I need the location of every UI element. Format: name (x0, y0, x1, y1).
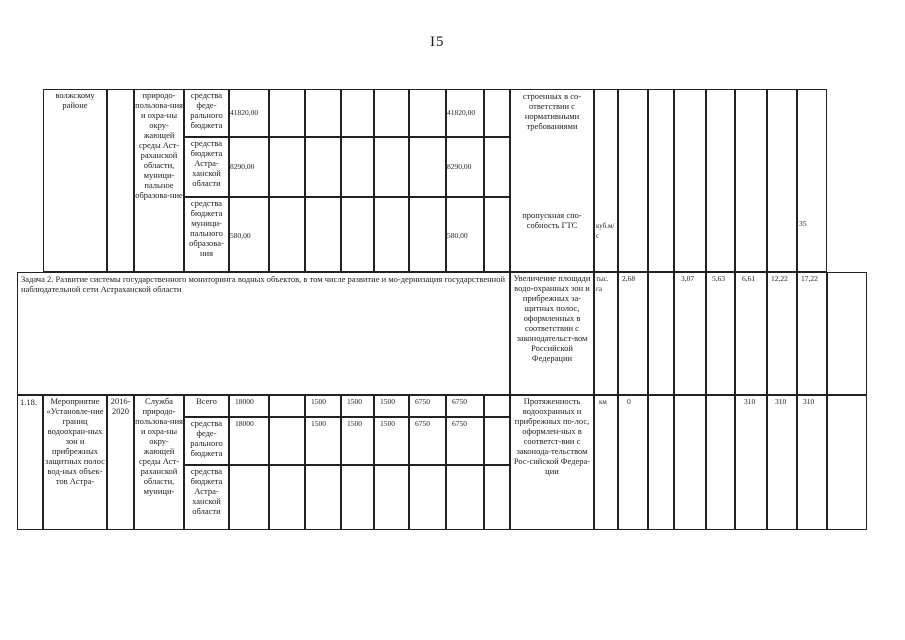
amount-value: 1500 (311, 397, 326, 406)
amount-cell (374, 417, 409, 465)
value: 310 (803, 397, 815, 406)
district-text: волжскому районе (55, 90, 95, 110)
amount-cell (229, 137, 269, 197)
empty-cell (446, 465, 484, 530)
empty-cell (269, 137, 305, 197)
total-value: 41820,00 (447, 108, 476, 117)
period-cell (107, 395, 134, 530)
empty-cell (374, 197, 409, 272)
funding-source-cell (184, 197, 229, 272)
unit-text: км (599, 398, 607, 406)
value-cell (797, 395, 827, 530)
empty-cell (484, 417, 510, 465)
empty-cell (735, 89, 767, 272)
empty-cell (305, 137, 341, 197)
value-cell (767, 395, 797, 530)
empty-cell (706, 89, 735, 272)
executor-text: природо-пользова-ния и охра-ны окру-жающей среды Аст-раханской области, муници-пальное образова-ние (135, 90, 183, 200)
unit-cell (594, 272, 618, 395)
item-number-cell (17, 395, 43, 530)
empty-cell (409, 197, 446, 272)
executor-cell (134, 395, 184, 530)
amount-cell (341, 417, 374, 465)
funding-source-text: Всего (196, 396, 217, 406)
value: 17,22 (801, 274, 818, 283)
funding-source-cell (184, 465, 229, 530)
unit-text: куб.м/с (596, 222, 615, 240)
total-cell (446, 197, 484, 272)
task-cell (17, 272, 510, 395)
value-cell (648, 395, 674, 530)
value: 5,63 (712, 274, 726, 283)
empty-cell (107, 89, 134, 272)
amount-value: 6750 (452, 419, 467, 428)
empty-cell (409, 465, 446, 530)
empty-cell (827, 272, 867, 395)
executor-text: Служба природо-пользова-ния и охра-ны окру-жающей среды Аст-раханской области, муници- (135, 396, 183, 496)
value-cell (767, 272, 797, 395)
value-cell (735, 272, 767, 395)
empty-cell (229, 465, 269, 530)
value: 12,22 (771, 274, 788, 283)
period-text: 2016-2020 (110, 396, 131, 416)
empty-cell (409, 89, 446, 137)
indicator-cell (510, 395, 594, 530)
empty-cell (341, 197, 374, 272)
value: 2,68 (622, 274, 636, 283)
amount-value: 18000 (235, 419, 254, 428)
amount-value: 1500 (347, 419, 362, 428)
amount-value: 1500 (380, 419, 395, 428)
value-cell (706, 272, 735, 395)
funding-source-text: средства феде-рального бюджета (190, 90, 223, 130)
amount-value: 6750 (415, 419, 430, 428)
amount-cell (229, 395, 269, 417)
empty-cell (305, 197, 341, 272)
amount-cell (446, 395, 484, 417)
unit-cell (594, 89, 618, 272)
empty-cell (409, 137, 446, 197)
amount-value: 1500 (311, 419, 326, 428)
value-cell (648, 272, 674, 395)
value-cell (706, 395, 735, 530)
empty-cell (374, 137, 409, 197)
empty-cell (305, 465, 341, 530)
funding-source-cell (184, 137, 229, 197)
empty-cell (341, 89, 374, 137)
value: 6,61 (742, 274, 756, 283)
amount-cell (229, 417, 269, 465)
indicator-text: строенных в со-ответствии с нормативными требованиями (522, 91, 582, 131)
unit-text: тыс. га (596, 275, 609, 293)
page-number: I5 (430, 34, 445, 50)
funding-source-cell (184, 395, 229, 417)
amount-value: 6750 (452, 397, 467, 406)
funding-source-cell (184, 417, 229, 465)
value-cell (674, 395, 706, 530)
value: 3,07 (681, 274, 695, 283)
total-value: 8290,00 (447, 162, 472, 171)
amount-cell (374, 395, 409, 417)
executor-cell (134, 89, 184, 272)
amount-cell (305, 395, 341, 417)
total-cell (446, 137, 484, 197)
amount-value: 6750 (415, 397, 430, 406)
funding-source-text: средства феде-рального бюджета (190, 418, 223, 458)
value: 310 (744, 397, 756, 406)
empty-cell (484, 197, 510, 272)
empty-cell (269, 197, 305, 272)
indicator-text: пропускная спо-собность ГТС (522, 210, 582, 230)
amount-cell (269, 417, 305, 465)
amount-value: 580,00 (230, 231, 251, 240)
indicator-text: Увеличение площади водо-охранных зон и прибрежных за-щитных полос, оформленных в соответствии с законодательст-вом Российской Федерации (513, 273, 591, 363)
amount-value: 1500 (380, 397, 395, 406)
measure-name-cell (43, 395, 107, 530)
indicator-text: Протяженность водоохранных и прибрежных по-лос, оформлен-ных в соответст-вии с законода-тельством Рос-сийской Федера-ции (513, 396, 591, 476)
amount-cell (305, 417, 341, 465)
funding-source-text: средства бюджета Астра-ханской области (190, 466, 223, 516)
indicator-cell (510, 89, 594, 272)
empty-cell (484, 137, 510, 197)
target-value-cell (797, 89, 827, 272)
item-number: 1.18. (20, 397, 37, 407)
measure-name: Мероприятие «Установле-ние границ водоохран-ных зон и прибрежных защитных полос вод-ных объек-тов Астра- (45, 396, 105, 486)
amount-cell (409, 417, 446, 465)
district-cell (43, 89, 107, 272)
amount-value: 1500 (347, 397, 362, 406)
task-text: Задача 2. Развитие системы государственного мониторинга водных объектов, в том числе развитие и мо-дернизация государственной наблюдательной сети Астраханской области (21, 274, 506, 294)
funding-source-cell (184, 89, 229, 137)
amount-cell (409, 395, 446, 417)
amount-cell (229, 197, 269, 272)
value-cell (735, 395, 767, 530)
amount-cell (229, 89, 269, 137)
value-cell (797, 272, 827, 395)
empty-cell (305, 89, 341, 137)
empty-cell (674, 89, 706, 272)
target-value: 35 (799, 219, 807, 228)
empty-cell (269, 89, 305, 137)
empty-cell (484, 465, 510, 530)
empty-cell (827, 395, 867, 530)
total-value: 580,00 (447, 231, 468, 240)
amount-cell (446, 417, 484, 465)
empty-cell (374, 465, 409, 530)
value-cell (674, 272, 706, 395)
total-cell (446, 89, 484, 137)
funding-source-text: средства бюджета муници-пального образова-ния (189, 198, 224, 258)
amount-value: 8290,00 (230, 162, 255, 171)
empty-cell (484, 89, 510, 137)
value: 310 (775, 397, 787, 406)
indicator-cell (510, 272, 594, 395)
value-cell (618, 272, 648, 395)
empty-cell (341, 465, 374, 530)
empty-cell (269, 465, 305, 530)
empty-cell (484, 395, 510, 417)
amount-value: 18000 (235, 397, 254, 406)
funding-source-text: средства бюджета Астра-ханской области (190, 138, 223, 188)
value: 0 (627, 397, 631, 406)
empty-cell (374, 89, 409, 137)
empty-cell (767, 89, 797, 272)
amount-cell (341, 395, 374, 417)
empty-cell (648, 89, 674, 272)
unit-cell (594, 395, 618, 530)
empty-cell (341, 137, 374, 197)
amount-cell (269, 395, 305, 417)
empty-cell (618, 89, 648, 272)
amount-value: 41820,00 (230, 108, 259, 117)
value-cell (618, 395, 648, 530)
